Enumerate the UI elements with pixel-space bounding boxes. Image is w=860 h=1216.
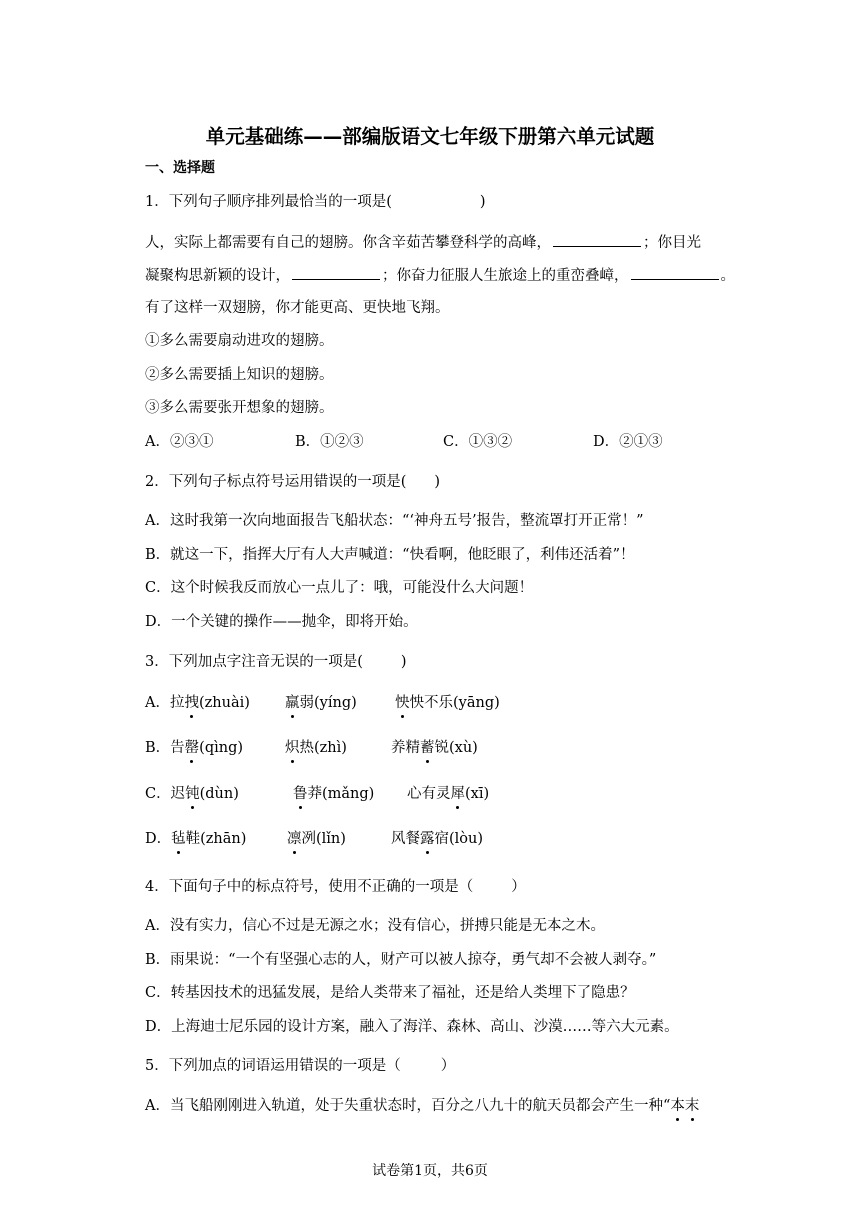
q5-stem-text: 5．下列加点的词语运用错误的一项是（ xyxy=(145,1058,401,1074)
q1-option-b[interactable]: B．①②③ xyxy=(295,434,364,450)
q3-b-dot3: 蓄 xyxy=(420,740,435,756)
q5-option-a-text: A．当飞船刚刚进入轨道，处于失重状态时，百分之八九十的航天员都会产生一种“ xyxy=(145,1098,671,1114)
q3-b-word3: 养精蓄锐(xù) xyxy=(391,740,478,756)
q1-option-d[interactable]: D．②①③ xyxy=(593,434,663,450)
q3-b-dot1: 罄 xyxy=(184,740,200,756)
q5-option-a[interactable] xyxy=(145,1096,699,1116)
q4-stem-end: ） xyxy=(511,879,526,895)
q1-passage-line1 xyxy=(145,232,701,253)
q1-option-c[interactable]: C．①③② xyxy=(443,434,513,450)
q1-passage-line3: 有了这样一双翅膀，你才能更高、更快地飞翔。 xyxy=(145,300,450,316)
q5-dotted-word xyxy=(670,1098,699,1114)
q1-stem-end: ) xyxy=(479,194,486,210)
q1-blank-1[interactable] xyxy=(553,232,641,247)
q3-b-dot2: 炽 xyxy=(285,740,300,756)
q3-a-word1: A．拉拽(zhuài) xyxy=(145,695,250,711)
q2-stem-text: 2．下列句子标点符号运用错误的一项是( xyxy=(145,474,407,490)
q3-d-word2: 凛冽(lǐn) xyxy=(287,831,346,847)
q2-stem-end: ) xyxy=(434,474,441,490)
q1-p2a: 凝聚构思新颖的设计， xyxy=(145,268,290,284)
q3-stem-text: 3．下列加点字注音无误的一项是( xyxy=(145,654,363,670)
q1-sentence-2: ②多么需要插上知识的翅膀。 xyxy=(145,367,334,383)
page-title: 单元基础练——部编版语文七年级下册第六单元试题 xyxy=(205,125,655,148)
q3-b-word1: B．告罄(qìng) xyxy=(145,740,244,756)
q4-option-a[interactable]: A．没有实力，信心不过是无源之水；没有信心，拼搏只能是无本之木。 xyxy=(145,918,605,934)
q3-b-word2: 炽热(zhì) xyxy=(285,740,347,756)
q3-a-dot1: 拽 xyxy=(184,695,199,711)
q1-p1a: 人，实际上都需要有自己的翅膀。你含辛茹苦攀登科学的高峰， xyxy=(145,235,551,251)
q2-option-b[interactable]: B．就这一下，指挥大厅有人大声喊道：“快看啊，他眨眼了，利伟还活着”！ xyxy=(145,547,635,563)
q3-stem xyxy=(145,652,407,672)
page-footer: 试卷第1页，共6页 xyxy=(372,1163,488,1179)
q3-d-dot3: 露 xyxy=(420,831,435,847)
q4-option-b[interactable]: B．雨果说：“一个有坚强心志的人，财产可以被人掠夺，勇气却不会被人剥夺。” xyxy=(145,952,657,968)
q1-option-a[interactable]: A．②③① xyxy=(145,434,214,450)
q1-p2c: 。 xyxy=(720,268,735,284)
q3-a-word2: 羸弱(yíng) xyxy=(285,695,357,711)
q3-c-dot1: 钝 xyxy=(185,786,200,802)
q4-stem-text: 4．下面句子中的标点符号，使用不正确的一项是（ xyxy=(145,879,474,895)
q1-passage-line2 xyxy=(145,265,735,286)
q2-option-a[interactable]: A．这时我第一次向地面报告飞船状态：“‘神舟五号’报告，整流罩打开正常！” xyxy=(145,513,644,529)
q5-stem xyxy=(145,1056,455,1076)
emphasis-char: 末 xyxy=(684,1098,700,1114)
q2-option-c[interactable]: C．这个时候我反而放心一点儿了：哦，可能没什么大问题！ xyxy=(145,580,534,596)
q3-c-word1: C．迟钝(dùn) xyxy=(145,786,239,802)
q3-d-word1: D．毡鞋(zhān) xyxy=(145,831,247,847)
q4-option-d[interactable]: D．上海迪士尼乐园的设计方案，融入了海洋、森林、高山、沙漠……等六大元素。 xyxy=(145,1019,679,1035)
emphasis-char: 本 xyxy=(670,1098,685,1114)
q4-option-c[interactable]: C．转基因技术的迅猛发展，是给人类带来了福祉，还是给人类埋下了隐患？ xyxy=(145,985,635,1001)
q1-p1b: ；你目光 xyxy=(643,235,701,251)
q3-c-word2: 鲁莽(mǎng) xyxy=(293,786,375,802)
q3-a-dot3: 怏 xyxy=(395,695,410,711)
q3-c-dot3: 犀 xyxy=(450,786,465,802)
q1-stem xyxy=(145,192,486,212)
q1-p2b: ；你奋力征服人生旅途上的重峦叠嶂， xyxy=(382,268,629,284)
q2-option-d[interactable]: D．一个关键的操作——抛伞，即将开始。 xyxy=(145,614,418,630)
q1-blank-2[interactable] xyxy=(292,265,380,280)
q5-stem-end: ） xyxy=(440,1058,456,1074)
q3-d-dot1: 毡 xyxy=(171,831,186,847)
q3-stem-end: ) xyxy=(400,654,407,670)
q1-blank-3[interactable] xyxy=(631,265,719,280)
q3-a-dot2: 羸 xyxy=(285,695,300,711)
q1-sentence-3: ③多么需要张开想象的翅膀。 xyxy=(145,400,334,416)
q3-c-word3: 心有灵犀(xī) xyxy=(407,786,490,802)
q3-a-word3: 怏怏不乐(yāng) xyxy=(395,695,500,711)
q3-d-dot2: 凛 xyxy=(287,831,302,847)
q1-sentence-1: ①多么需要扇动进攻的翅膀。 xyxy=(145,333,334,349)
section-heading: 一、选择题 xyxy=(145,160,215,176)
q4-stem xyxy=(145,877,526,897)
q1-stem-text: 1．下列句子顺序排列最恰当的一项是( xyxy=(145,194,392,210)
q3-c-dot2: 鲁 xyxy=(293,786,308,802)
q2-stem xyxy=(145,472,440,492)
q3-d-word3: 风餐露宿(lòu) xyxy=(391,831,484,847)
